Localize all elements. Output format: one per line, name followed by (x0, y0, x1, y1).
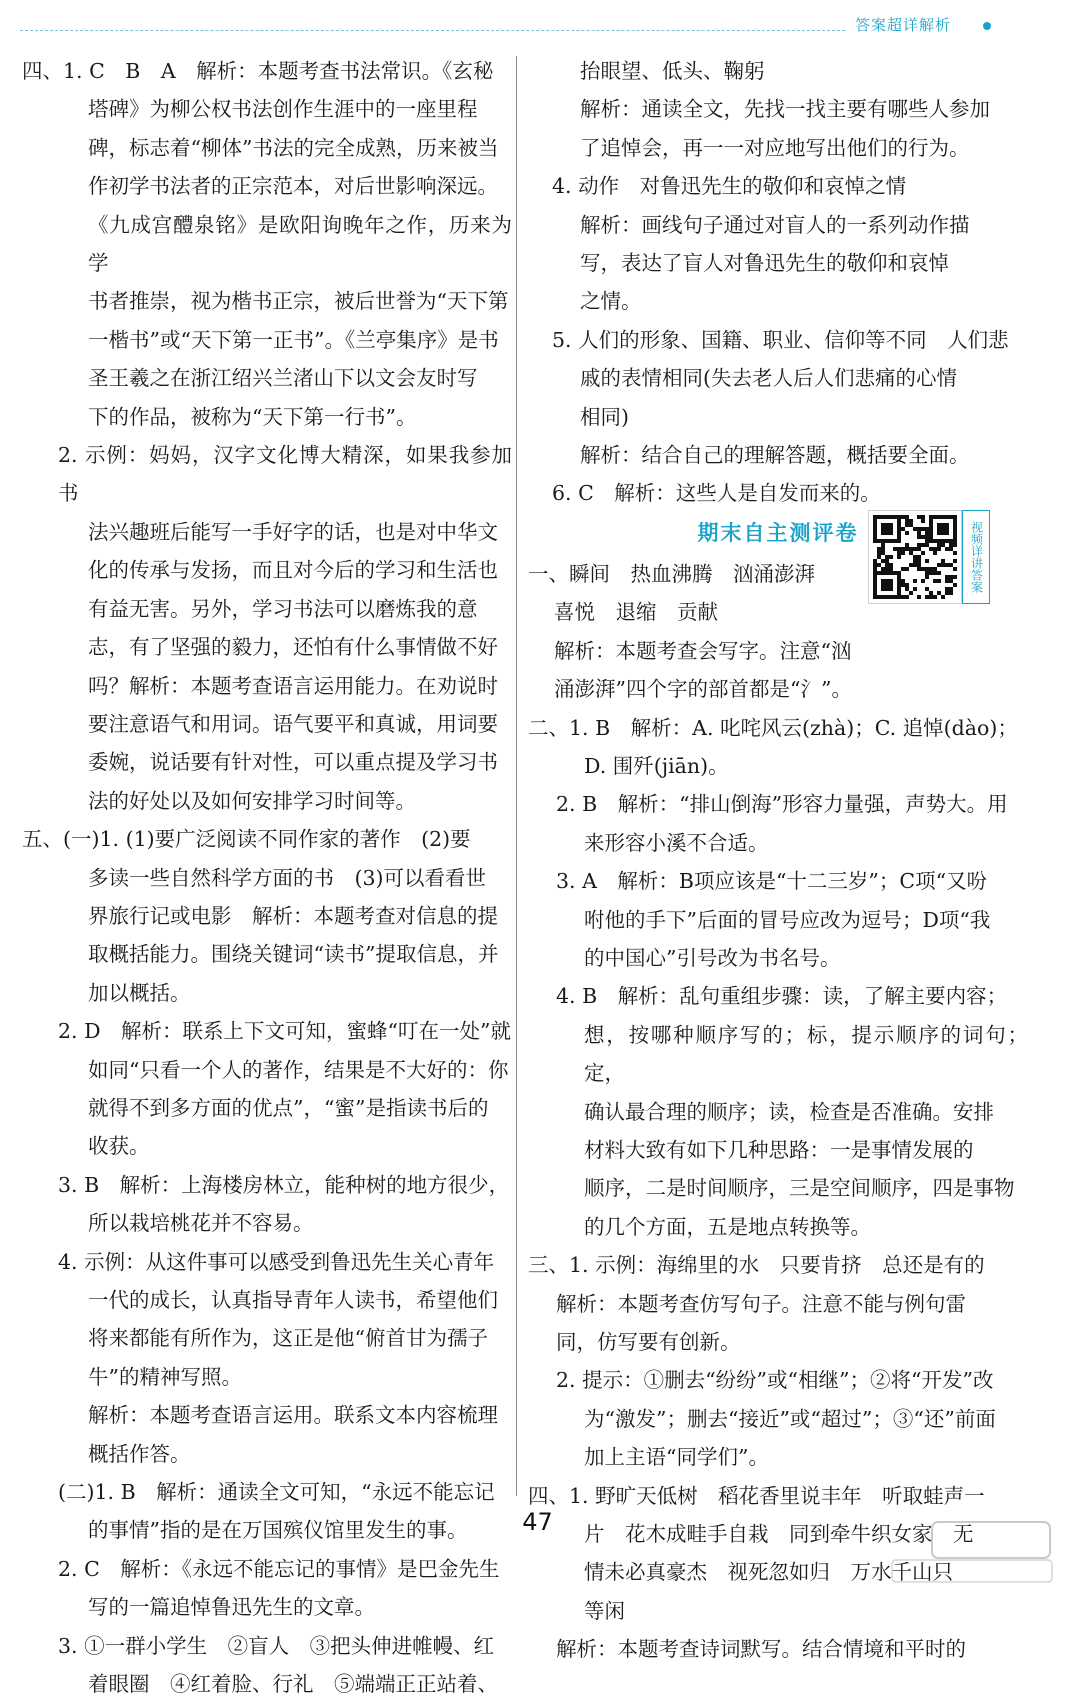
text-line: 四、1. 野旷天低树 稻花香里说丰年 听取蛙声一 (528, 1483, 985, 1508)
right-column-top (528, 52, 1028, 513)
text-line: 之情。 (580, 289, 642, 314)
text-line: 喜悦 退缩 贡献 (554, 600, 718, 625)
text-line: 三、1. 示例：海绵里的水 只要肯挤 总还是有的 (528, 1253, 985, 1278)
text-line: 碑，标志着“柳体”书法的完全成熟，历来被当 (88, 135, 499, 160)
header-rule (20, 30, 845, 31)
text-line: 一楷书”或“天下第一正书”。《兰亭集序》是书 (88, 327, 499, 352)
text-line: 相同) (580, 404, 629, 429)
text-line: D. 围歼(jiān)。 (584, 753, 729, 778)
text-line: 志，有了坚强的毅力，还怕有什么事情做不好 (88, 635, 498, 660)
header-dot-icon (983, 22, 991, 30)
text-line: 写，表达了盲人对鲁迅先生的敬仰和哀悼 (580, 251, 949, 276)
text-line: 同，仿写要有创新。 (556, 1330, 741, 1354)
left-column (22, 52, 512, 1703)
text-line: 五、(一)1. (1)要广泛阅读不同作家的著作 (2)要 (22, 827, 471, 852)
text-line: 加以概括。 (88, 980, 191, 1005)
text-line: 的中国心”引号改为书名号。 (584, 945, 841, 970)
qr-label: 视频详讲答案 (962, 510, 990, 604)
text-line: 4. B 解析：乱句重组步骤：读，了解主要内容； (556, 984, 1008, 1009)
text-line: 3. ①一群小学生 ②盲人 ③把头伸进帷幔、红 (58, 1633, 495, 1658)
column-divider (516, 56, 517, 1496)
text-line: 一、瞬间 热血沸腾 汹涌澎湃 (528, 561, 815, 586)
text-line: 5. 人们的形象、国籍、职业、信仰等不同 人们悲 (552, 327, 1009, 352)
text-line: 写的一篇追悼鲁迅先生的文章。 (88, 1595, 375, 1620)
text-line: 片 花木成畦手自栽 同到牵牛织女家 无 (584, 1522, 974, 1547)
text-line: 书者推崇，视为楷书正宗，被后世誉为“天下第 (88, 289, 509, 314)
text-line: 要注意语气和用词。语气要平和真诚，用词要 (88, 711, 498, 736)
text-line: 所以栽培桃花并不容易。 (88, 1211, 314, 1236)
text-line: 委婉，说话要有针对性，可以重点提及学习书 (88, 750, 498, 775)
text-line: 4. 示例：从这件事可以感受到鲁迅先生关心青年 (58, 1249, 495, 1274)
text-line: 有益无害。另外，学习书法可以磨炼我的意 (88, 596, 478, 621)
text-line: 加上主语“同学们”。 (584, 1445, 769, 1470)
text-line: 法的好处以及如何安排学习时间等。 (88, 788, 416, 813)
text-line: 四、1. C B A 解析：本题考查书法常识。《玄秘 (22, 59, 494, 83)
text-line: 了追悼会，再一一对应地写出他们的行为。 (580, 135, 970, 160)
text-line: 圣王羲之在浙江绍兴兰渚山下以文会友时写 (88, 366, 478, 391)
text-line: 4. 动作 对鲁迅先生的敬仰和哀悼之情 (552, 174, 907, 199)
section-title: 期末自主测评卷 (697, 520, 859, 545)
qr-code-icon[interactable] (868, 510, 962, 604)
text-line: (二)1. B 解析：通读全文可知，“永远不能忘记 (58, 1480, 495, 1505)
text-line: 的几个方面，五是地点转换等。 (584, 1214, 871, 1239)
text-line: 收获。 (88, 1134, 150, 1159)
text-line: 法兴趣班后能写一手好字的话，也是对中华文 (88, 519, 498, 544)
text-line: 一代的成长，认真指导青年人读书，希望他们 (88, 1288, 498, 1312)
text-line: 为“激发”；删去“接近”或“超过”；③“还”前面 (584, 1406, 996, 1431)
text-line: 《九成宫醴泉铭》是欧阳询晚年之作，历来为学 (88, 212, 512, 276)
text-line: 2. C 解析：《永远不能忘记的事情》是巴金先生 (58, 1556, 500, 1581)
text-line: 的事情”指的是在万国殡仪馆里发生的事。 (88, 1518, 468, 1543)
right-column-bottom (528, 555, 1028, 1669)
text-line: 顺序，二是时间顺序，三是空间顺序，四是事物 (584, 1176, 1015, 1201)
text-line: 界旅行记或电影 解析：本题考查对信息的提 (88, 903, 498, 928)
text-line: 就得不到多方面的优点”，“蜜”是指读书后的 (88, 1095, 489, 1120)
text-line: 来形容小溪不合适。 (584, 830, 769, 855)
text-line: 2. 示例：妈妈，汉字文化博大精深，如果我参加书 (58, 443, 512, 506)
page-number: 47 (522, 1508, 553, 1536)
text-line: 如同“只看一个人的著作，结果是不大好的：你 (88, 1057, 509, 1082)
text-line: 多读一些自然科学方面的书 (3)可以看看世 (88, 865, 487, 890)
text-line: 涌澎湃”四个字的部首都是“氵”。 (554, 677, 852, 702)
text-line: 3. A 解析：B项应该是“十二三岁”；C项“又吩 (556, 869, 988, 894)
text-line: 解析：通读全文，先找一找主要有哪些人参加 (580, 97, 990, 122)
text-line: 咐他的手下”后面的冒号应改为逗号；D项“我 (584, 907, 991, 932)
text-line: 解析：本题考查诗词默写。结合情境和平时的 (556, 1637, 966, 1662)
text-line: 解析：本题考查会写字。注意“汹 (554, 638, 852, 663)
text-line: 解析：画线句子通过对盲人的一系列动作描 (580, 212, 970, 237)
text-line: 下的作品，被称为“天下第一行书”。 (88, 404, 417, 429)
text-line: 确认最合理的顺序；读，检查是否准确。安排 (584, 1099, 994, 1124)
text-line: 情未必真豪杰 视死忽如归 万水千山只 (584, 1560, 953, 1585)
header-title: 答案超详解析 (855, 16, 952, 34)
right-column (528, 52, 1028, 1669)
text-line: 塔碑》为柳公权书法创作生涯中的一座里程 (88, 97, 478, 122)
text-line: 着眼圈 ④红着脸、行礼 ⑤端端正正站着、 (88, 1672, 498, 1697)
text-line: 二、1. B 解析：A. 叱咤风云(zhà)；C. 追悼(dào)； (528, 715, 1018, 740)
text-line: 想，按哪种顺序写的；标，提示顺序的词句；定， (584, 1022, 1028, 1086)
text-line: 戚的表情相同(失去老人后人们悲痛的心情 (580, 366, 957, 391)
text-line: 作初学书法者的正宗范本，对后世影响深远。 (88, 174, 498, 199)
text-line: 抬眼望、低头、鞠躬 (580, 59, 765, 83)
text-line: 将来都能有所作为，这正是他“俯首甘为孺子 (88, 1326, 488, 1351)
text-line: 解析：本题考查语言运用。联系文本内容梳理 (88, 1403, 498, 1428)
text-line: 2. B 解析：“排山倒海”形容力量强，声势大。用 (556, 792, 1008, 817)
text-line: 等闲 (584, 1598, 625, 1623)
text-line: 材料大致有如下几种思路：一是事情发展的 (584, 1137, 974, 1162)
text-line: 解析：结合自己的理解答题，概括要全面。 (580, 443, 970, 468)
text-line: 牛”的精神写照。 (88, 1364, 242, 1389)
text-line: 解析：本题考查仿写句子。注意不能与例句雷 (556, 1291, 966, 1316)
text-line: 化的传承与发扬，而且对今后的学习和生活也 (88, 558, 498, 583)
text-line: 6. C 解析：这些人是自发而来的。 (552, 481, 881, 506)
text-line: 2. 提示：①删去“纷纷”或“相继”；②将“开发”改 (556, 1368, 994, 1393)
text-line: 2. D 解析：联系上下文可知，蜜蜂“叮在一处”就 (58, 1019, 511, 1044)
text-line: 取概括能力。围绕关键词“读书”提取信息，并 (88, 942, 499, 967)
text-line: 概括作答。 (88, 1441, 191, 1466)
text-line: 吗？解析：本题考查语言运用能力。在劝说时 (88, 673, 498, 698)
watermark-logo-icon (880, 1516, 1060, 1586)
text-line: 3. B 解析：上海楼房林立，能种树的地方很少， (58, 1172, 510, 1197)
